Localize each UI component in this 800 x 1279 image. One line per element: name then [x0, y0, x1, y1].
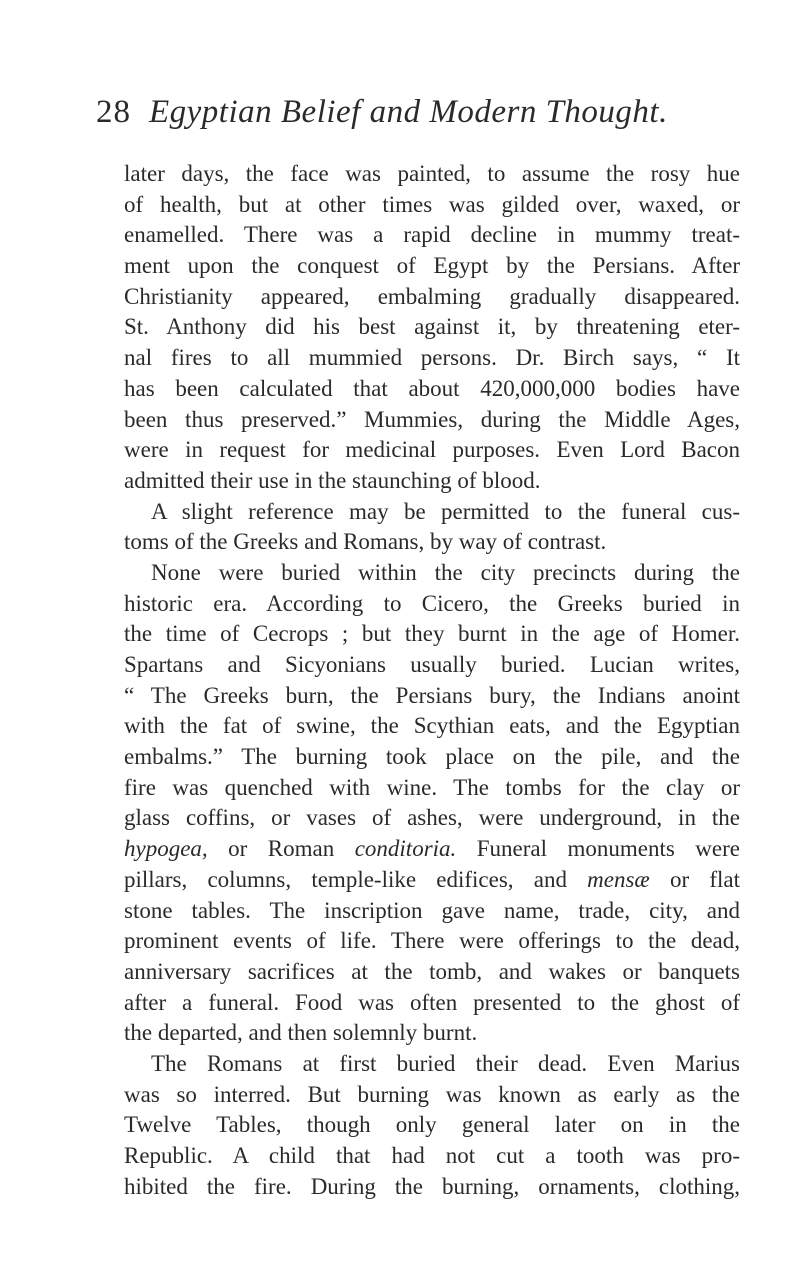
- text-line: St. Anthony did his best against it, by threatening eter-: [124, 314, 740, 340]
- italic-term-conditoria: conditoria.: [354, 836, 457, 862]
- text-segment: Funeral monuments were: [456, 836, 740, 862]
- text-line: of health, but at other times was gilded over, waxed, or: [124, 191, 740, 217]
- text-line: historic era. According to Cicero, the Greeks buried in: [124, 590, 740, 616]
- text-line: with the fat of swine, the Scythian eats, and the Egyptian: [124, 713, 740, 739]
- text-segment: or flat: [649, 866, 740, 892]
- text-line: after a funeral. Food was often presented to the ghost of: [124, 989, 740, 1015]
- paragraph-start-line: A slight reference may be permitted to the funeral cus-: [151, 498, 740, 524]
- text-line: Spartans and Sicyonians usually buried. Lucian writes,: [124, 652, 740, 677]
- text-line: has been calculated that about 420,000,000 bodies have: [124, 375, 740, 401]
- text-line: the time of Cecrops ; but they burnt in the age of Homer.: [124, 621, 740, 647]
- text-line: Christianity appeared, embalming gradually disappeared.: [124, 283, 740, 309]
- text-line: prominent events of life. There were offerings to the dead,: [124, 928, 740, 954]
- text-line: embalms.” The burning took place on the pile, and the: [124, 744, 740, 770]
- text-line: fire was quenched with wine. The tombs for the clay or: [124, 774, 740, 800]
- text-line: hibited the fire. During the burning, ornaments, clothing,: [124, 1173, 740, 1199]
- text-segment: pillars, columns, temple-like edifices, and: [124, 866, 588, 892]
- text-line: later days, the face was painted, to assume the rosy hue: [124, 161, 740, 186]
- text-line: anniversary sacrifices at the tomb, and wakes or banquets: [124, 958, 740, 984]
- text-line: toms of the Greeks and Romans, by way of contrast.: [124, 529, 607, 555]
- text-line: was so interred. But burning was known as early as the: [124, 1081, 740, 1107]
- page-number: 28: [96, 94, 131, 130]
- running-title: Egyptian Belief and Modern Thought.: [149, 94, 668, 130]
- text-line: Republic. A child that had not cut a tooth was pro-: [124, 1143, 740, 1168]
- text-line: Twelve Tables, though only general later on in the: [124, 1112, 740, 1138]
- text-line: “ The Greeks burn, the Persians bury, the Indians anoint: [124, 682, 740, 708]
- italic-term-hypogea: hypogea,: [124, 836, 208, 862]
- text-line: [124, 865, 740, 896]
- text-line: enamelled. There was a rapid decline in mummy treat-: [124, 222, 740, 248]
- body-text: [124, 159, 740, 1202]
- text-line: the departed, and then solemnly burnt.: [124, 1020, 478, 1046]
- text-line: glass coffins, or vases of ashes, were underground, in the: [124, 805, 740, 831]
- text-line: admitted their use in the staunching of blood.: [124, 467, 541, 493]
- paragraph-start-line: The Romans at first buried their dead. Even Marius: [151, 1050, 740, 1076]
- text-line: nal fires to all mummied persons. Dr. Birch says, “ It: [124, 345, 740, 371]
- text-line: been thus preserved.” Mummies, during the Middle Ages,: [124, 406, 740, 432]
- italic-term-mensae: mensæ: [587, 866, 650, 892]
- running-header: [96, 92, 736, 132]
- text-line: stone tables. The inscription gave name, trade, city, and: [124, 897, 740, 923]
- text-line: ment upon the conquest of Egypt by the Persians. After: [124, 253, 740, 279]
- text-line: were in request for medicinal purposes. Even Lord Bacon: [124, 437, 740, 463]
- paragraph-start-line: None were buried within the city precincts during the: [151, 559, 740, 585]
- text-segment: or Roman: [207, 836, 355, 862]
- text-line: [124, 834, 740, 865]
